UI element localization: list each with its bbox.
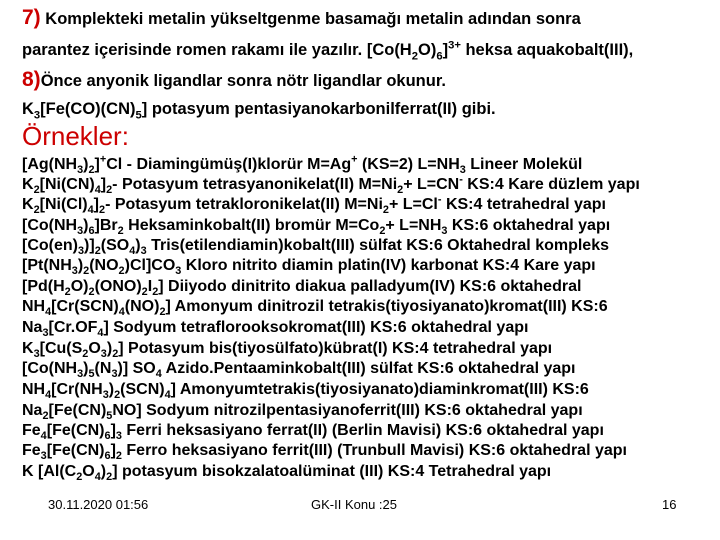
footer-course: GK-II Konu :25 (311, 497, 397, 512)
rule-7-line-2: parantez içerisinde romen rakamı ile yazılır. $[Co(H_2O)_6]^{3+}$ heksa aquakobalt(III), (22, 39, 634, 63)
rule-8-line-1 (22, 70, 446, 91)
example-line: $[Co(en)_3)]_2(SO_4)_3$ Tris(etilendiamin)kobalt(III) sülfat KS:6 Oktahedral kompleks (22, 237, 609, 258)
example-line: $[Co(NH_3)_6]Br_2$ Heksaminkobalt(II) bromür $M=Co_2+ L=NH_3$ KS:6 oktahedral yapı (22, 217, 611, 238)
example-line: K $[Al(C_2O_4)_2]$ potasyum bisokzalatoalüminat (III) KS:4 Tetrahedral yapı (22, 463, 552, 484)
example-line: $[Co(NH_3)_5(N_3)]$ $SO_4$ Azido.Pentaaminkobalt(III) sülfat KS:6 oktahedral yapı (22, 360, 576, 381)
footer-page-number: 16 (662, 497, 677, 512)
example-line: $NH_4[Cr(SCN)_4(NO)_2]$ Amonyum dinitrozil tetrakis(tiyosiyanato)kromat(III) KS:6 (22, 298, 608, 319)
example-line: $[Pd(H_2O)_2(ONO)_2I_2]$ Diiyodo dinitrito diakua palladyum(IV) KS:6 oktahedral (22, 278, 582, 299)
rule-7-text: Komplekteki metalin yükseltgenme basamağı metalin adından sonra (45, 10, 581, 28)
example-line: $K_3[Cu(S_2O_3)_2]$ Potasyum bis(tiyosülfato)kübrat(I) KS:4 tetrahedral yapı (22, 340, 553, 361)
example-line: $K_2[Ni(CN)_4]_2-$ Potasyum tetrasyanonikelat(II) $M=Ni_2+ L=CN^-$ KS:4 Kare düzlem yapı (22, 173, 640, 197)
rule-8-example: $K_3[Fe(CO)(CN)_5]$ potasyum pentasiyanokarbonilferrat(II) gibi. (22, 100, 496, 122)
rule-8-text: Önce anyonik ligandlar sonra nötr ligandlar okunur. (40, 72, 446, 90)
footer-date: 30.11.2020 01:56 (48, 497, 149, 512)
example-line: $[Ag(NH_3)_2]^+Cl$ - Diamingümüş(I)klorür M=Ag+ (KS=2) $L=NH_3$ Lineer Molekül (22, 153, 583, 177)
example-line: $Fe_3[Fe(CN)_6]_2$ Ferro heksasiyano ferrit(III) (Trunbull Mavisi) KS:6 oktahedral yapı (22, 442, 627, 463)
rule-8-number: 8) (22, 68, 41, 91)
example-line: $K_2[Ni(Cl)_4]_2-$ Potasyum tetrakloronikelat(II) $M=Ni_2+ L=Cl^-$ KS:4 tetrahedral yapı (22, 193, 606, 217)
example-line: $Na_3[Cr.OF_4]$ Sodyum tetraflorooksokromat(III) KS:6 oktahedral yapı (22, 319, 529, 340)
example-line: $NH_4[Cr(NH_3)_2(SCN)_4]$ Amonyumtetrakis(tiyosiyanato)diaminkromat(III) KS:6 (22, 381, 589, 402)
rule-7-line-1 (22, 8, 581, 29)
example-line: $Na_2[Fe(CN)_5NO]$ Sodyum nitrozilpentasiyanoferrit(III) KS:6 oktahedral yapı (22, 402, 583, 423)
rule-7-number: 7) (22, 6, 41, 29)
examples-heading: Örnekler: (22, 121, 129, 151)
example-line: $[Pt(NH_3)_2(NO_2)Cl]CO_3$ Kloro nitrito diamin platin(IV) karbonat KS:4 Kare yapı (22, 257, 596, 278)
example-line: $Fe_4[Fe(CN)_6]_3$ Ferri heksasiyano ferrat(II) (Berlin Mavisi) KS:6 oktahedral yapı (22, 422, 604, 443)
